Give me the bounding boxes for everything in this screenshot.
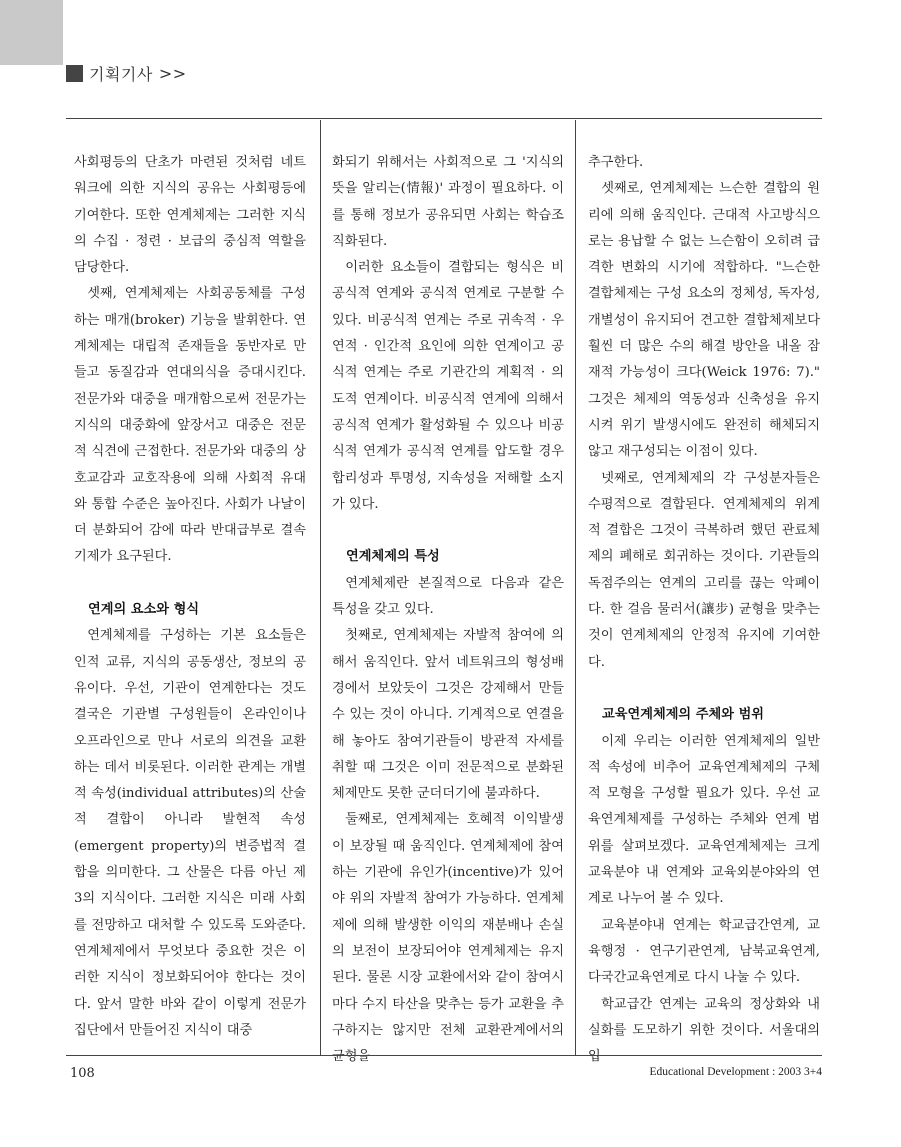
section-arrows: >> bbox=[158, 64, 187, 83]
paragraph: 둘째로, 연계체제는 호혜적 이익발생이 보장될 때 움직인다. 연계체제에 참여하는 기관에 유인가(incentive)가 있어야 위의 자발적 참여가 가능하다. 연계체제에 의해 발생한 이익의 재분배나 손실의 보전이 보장되어야 연계체제는 유지된다. 물론 시장 교환에서와 같이 참여시마다 수지 타산을 맞추는 등가 교환을 추구하지는 않지만 전체 교환관계에서의 균형을 bbox=[332, 812, 564, 1065]
page-number: 108 bbox=[70, 1066, 95, 1081]
paragraph: 추구한다. bbox=[588, 155, 644, 170]
paragraph: 사회평등의 단초가 마련된 것처럼 네트워크에 의한 지식의 공유는 사회평등에 기여한다. 또한 연계체제는 그러한 지식의 수집 · 정련 · 보급의 중심적 역할을 담당한다. bbox=[74, 155, 306, 276]
subheading: 연계의 요소와 형식 bbox=[88, 602, 200, 618]
journal-title: Educational Development : 2003 3+4 bbox=[649, 1066, 822, 1078]
paragraph: 화되기 위해서는 사회적으로 그 '지식의 뜻을 알리는(情報)' 과정이 필요하다. 이를 통해 정보가 공유되면 사회는 학습조직화된다. bbox=[332, 155, 564, 249]
column-1 bbox=[74, 150, 306, 1044]
paragraph: 이러한 요소들이 결합되는 형식은 비공식적 연계와 공식적 연계로 구분할 수 있다. 비공식적 연계는 주로 귀속적 · 우연적 · 인간적 요인에 의한 연계이고 공식적 연계는 주로 기관간의 계획적 · 의도적 연계이다. 비공식적 연계에 의해서 공식적 연계가 활성화될 수 있으나 비공식적 연계가 공식적 연계를 압도할 경우 합리성과 투명성, 지속성을 저해할 소지가 있다. bbox=[332, 260, 564, 512]
bottom-rule bbox=[66, 1055, 822, 1056]
paragraph: 교육분야내 연계는 학교급간연계, 교육행정 · 연구기관연계, 남북교육연계, 다국간교육연계로 다시 나눌 수 있다. bbox=[588, 917, 820, 986]
column-divider-1 bbox=[320, 120, 321, 1055]
section-title: 기획기사 bbox=[89, 65, 153, 84]
section-header bbox=[66, 62, 187, 85]
column-2 bbox=[332, 150, 564, 1070]
paragraph: 연계체제를 구성하는 기본 요소들은 인적 교류, 지식의 공동생산, 정보의 공유이다. 우선, 기관이 연계한다는 것도 결국은 기관별 구성원들이 온라인이나 오프라인으로 만나 서로의 의견을 교환하는 데서 비롯된다. 이러한 관계는 개별적 속성(individual attributes)의 산술적 결합이 아니라 발현적 속성(emergent property)의 변증법적 결합을 의미한다. 그 산물은 다름 아닌 제 3의 지식이다. 그러한 지식은 미래 사회를 전망하고 대처할 수 있도록 도와준다. 연계체제에서 무엇보다 중요한 것은 이러한 지식이 정보화되어야 한다는 것이다. 앞서 말한 바와 같이 이렇게 전문가집단에서 만들어진 지식이 대중 bbox=[74, 628, 306, 1038]
subheading: 교육연계체제의 주체와 범위 bbox=[602, 707, 765, 723]
top-rule bbox=[66, 118, 822, 119]
paragraph: 연계체제란 본질적으로 다음과 같은 특성을 갖고 있다. bbox=[332, 575, 564, 618]
paragraph: 셋째, 연계체제는 사회공동체를 구성하는 매개(broker) 기능을 발휘한다. 연계체제는 대립적 존재들을 동반자로 만들고 동질감과 연대의식을 증대시킨다. 전문가와 대중을 매개함으로써 전문가는 지식의 대중화에 앞장서고 대중은 전문적 식견에 근접한다. 전문가와 대중의 상호교감과 교호작용에 의해 사회적 유대와 통합 수준은 높아진다. 사회가 나날이 더 분화되어 감에 따라 반대급부로 결속기제가 요구된다. bbox=[74, 286, 306, 565]
paragraph: 첫째로, 연계체제는 자발적 참여에 의해서 움직인다. 앞서 네트워크의 형성배경에서 보았듯이 그것은 강제해서 만들 수 있는 것이 아니다. 기계적으로 연결을 해 놓아도 참여기관들이 방관적 자세를 취할 때 그것은 이미 전문적으로 분화된 체제만도 못한 군더더기에 불과하다. bbox=[332, 628, 564, 802]
section-square-icon bbox=[66, 65, 83, 82]
paragraph: 셋째로, 연계체제는 느슨한 결합의 원리에 의해 움직인다. 근대적 사고방식으로는 용납할 수 없는 느슨함이 오히려 급격한 변화의 시기에 적합하다. "느슨한 결합체제는 구성 요소의 정체성, 독자성, 개별성이 유지되어 견고한 결합체제보다 훨씬 더 많은 수의 해결 방안을 내올 잠재적 가능성이 크다(Weick 1976: 7)." 그것은 체제의 역동성과 신축성을 유지시켜 위기 발생시에도 완전히 해체되지 않고 재구성되는 이점이 있다. bbox=[588, 181, 820, 460]
paragraph: 넷째로, 연계체제의 각 구성분자들은 수평적으로 결합된다. 연계체제의 위계적 결합은 그것이 극복하려 했던 관료체제의 폐해로 회귀하는 것이다. 기관들의 독점주의는 연계의 고리를 끊는 악폐이다. 한 걸음 물러서(讓步) 균형을 맞추는 것이 연계체제의 안정적 유지에 기여한다. bbox=[588, 470, 820, 670]
corner-block bbox=[0, 0, 63, 65]
column-3 bbox=[588, 150, 820, 1070]
paragraph: 이제 우리는 이러한 연계체제의 일반적 속성에 비추어 교육연계체제의 구체적 모형을 구성할 필요가 있다. 우선 교육연계체제를 구성하는 주체와 연계 범위를 살펴보겠다. 교육연계체제는 크게 교육분야 내 연계와 교육외분야와의 연계로 나누어 볼 수 있다. bbox=[588, 733, 820, 907]
subheading: 연계체제의 특성 bbox=[346, 549, 440, 565]
column-divider-2 bbox=[575, 120, 576, 1055]
paragraph: 학교급간 연계는 교육의 정상화와 내실화를 도모하기 위한 것이다. 서울대의 입 bbox=[588, 996, 820, 1065]
